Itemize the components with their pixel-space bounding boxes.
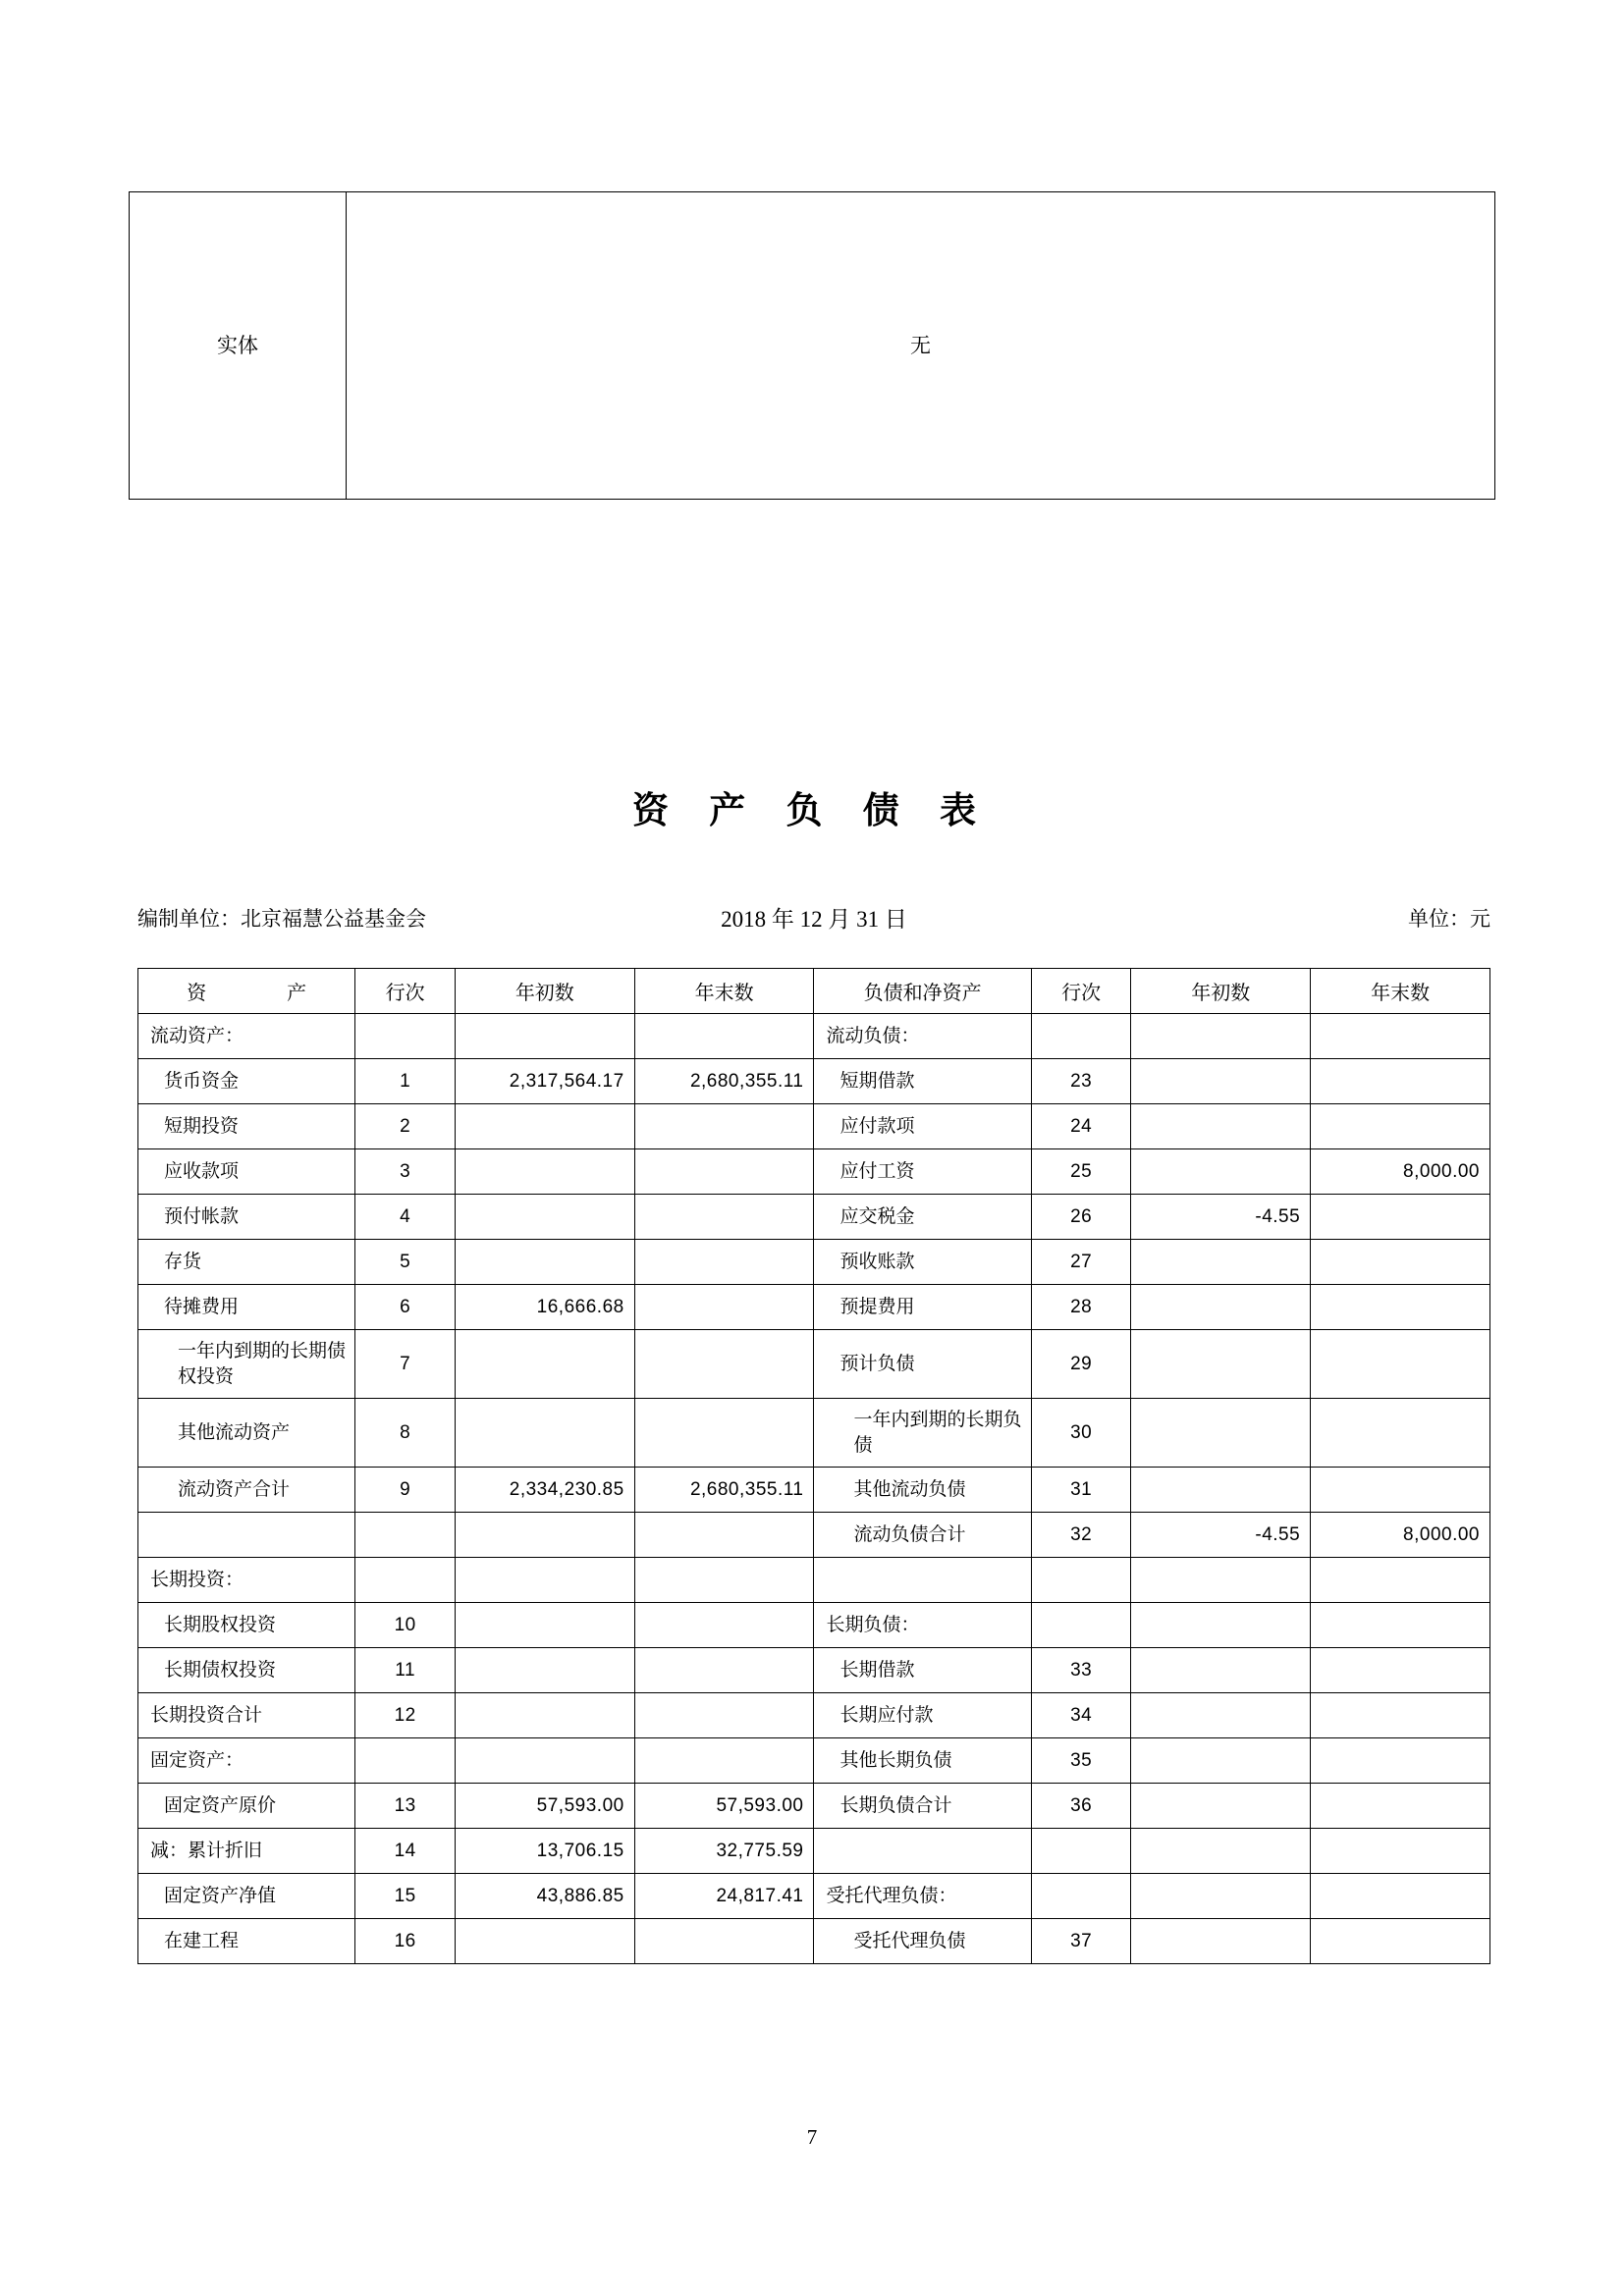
asset-end-amount	[634, 1513, 814, 1558]
liability-label: 应交税金	[814, 1195, 1031, 1240]
asset-begin-amount: 2,317,564.17	[455, 1059, 634, 1104]
asset-label: 流动资产：	[138, 1014, 355, 1059]
liability-end-amount	[1311, 1693, 1490, 1738]
asset-end-amount: 32,775.59	[634, 1829, 814, 1874]
liability-line-no: 35	[1031, 1738, 1131, 1784]
asset-line-no: 4	[355, 1195, 456, 1240]
liability-line-no	[1031, 1014, 1131, 1059]
liability-label: 长期负债：	[814, 1603, 1031, 1648]
liability-end-amount	[1311, 1330, 1490, 1399]
asset-end-amount	[634, 1558, 814, 1603]
currency-unit-label: 单位：元	[1408, 907, 1490, 931]
table-row	[138, 1240, 1490, 1285]
asset-begin-amount	[455, 1104, 634, 1149]
table-header-row	[138, 969, 1490, 1014]
asset-line-no: 12	[355, 1693, 456, 1738]
asset-line-no: 1	[355, 1059, 456, 1104]
asset-line-no: 15	[355, 1874, 456, 1919]
liability-line-no: 37	[1031, 1919, 1131, 1964]
liability-line-no: 34	[1031, 1693, 1131, 1738]
asset-end-amount	[634, 1195, 814, 1240]
asset-label: 在建工程	[138, 1919, 355, 1964]
asset-label: 固定资产：	[138, 1738, 355, 1784]
table-row	[138, 1104, 1490, 1149]
asset-line-no: 13	[355, 1784, 456, 1829]
liability-end-amount	[1311, 1558, 1490, 1603]
header-liability: 负债和净资产	[814, 969, 1031, 1014]
asset-line-no: 9	[355, 1468, 456, 1513]
liability-line-no: 27	[1031, 1240, 1131, 1285]
liability-end-amount	[1311, 1014, 1490, 1059]
liability-begin-amount	[1131, 1874, 1311, 1919]
header-liability-end: 年末数	[1311, 969, 1490, 1014]
table-row	[138, 1513, 1490, 1558]
liability-label: 长期负债合计	[814, 1784, 1031, 1829]
header-asset: 资 产	[138, 969, 355, 1014]
asset-begin-amount: 16,666.68	[455, 1285, 634, 1330]
asset-label: 固定资产原价	[138, 1784, 355, 1829]
asset-begin-amount: 43,886.85	[455, 1874, 634, 1919]
asset-label: 固定资产净值	[138, 1874, 355, 1919]
report-date: 2018 年 12 月 31 日	[721, 907, 907, 932]
asset-end-amount	[634, 1738, 814, 1784]
liability-line-no: 25	[1031, 1149, 1131, 1195]
asset-end-amount	[634, 1399, 814, 1468]
asset-line-no: 2	[355, 1104, 456, 1149]
asset-line-no: 3	[355, 1149, 456, 1195]
table-row	[138, 1919, 1490, 1964]
table-row	[138, 1784, 1490, 1829]
asset-end-amount	[634, 1285, 814, 1330]
liability-end-amount	[1311, 1240, 1490, 1285]
liability-begin-amount	[1131, 1014, 1311, 1059]
header-asset-begin: 年初数	[455, 969, 634, 1014]
liability-line-no	[1031, 1603, 1131, 1648]
liability-begin-amount	[1131, 1399, 1311, 1468]
asset-label: 长期投资：	[138, 1558, 355, 1603]
table-row	[138, 1195, 1490, 1240]
liability-label: 流动负债合计	[814, 1513, 1031, 1558]
liability-line-no: 33	[1031, 1648, 1131, 1693]
asset-line-no	[355, 1513, 456, 1558]
liability-line-no	[1031, 1874, 1131, 1919]
liability-begin-amount: -4.55	[1131, 1513, 1311, 1558]
table-row	[138, 1468, 1490, 1513]
liability-begin-amount	[1131, 1693, 1311, 1738]
page-number: 7	[806, 2125, 818, 2149]
liability-label: 应付款项	[814, 1104, 1031, 1149]
table-row	[130, 192, 1495, 500]
liability-begin-amount	[1131, 1603, 1311, 1648]
liability-label: 长期借款	[814, 1648, 1031, 1693]
asset-begin-amount	[455, 1195, 634, 1240]
liability-line-no: 23	[1031, 1059, 1131, 1104]
liability-end-amount	[1311, 1829, 1490, 1874]
entity-table	[129, 191, 1495, 500]
balance-sheet-table	[137, 968, 1490, 1964]
asset-label: 长期股权投资	[138, 1603, 355, 1648]
page-title: 资 产 负 债 表	[632, 791, 992, 831]
liability-begin-amount	[1131, 1330, 1311, 1399]
asset-label: 存货	[138, 1240, 355, 1285]
asset-line-no: 7	[355, 1330, 456, 1399]
asset-line-no	[355, 1014, 456, 1059]
asset-line-no: 16	[355, 1919, 456, 1964]
liability-label: 受托代理负债：	[814, 1874, 1031, 1919]
table-row	[138, 1648, 1490, 1693]
asset-line-no	[355, 1738, 456, 1784]
liability-begin-amount	[1131, 1285, 1311, 1330]
liability-begin-amount	[1131, 1919, 1311, 1964]
liability-begin-amount	[1131, 1829, 1311, 1874]
asset-end-amount: 2,680,355.11	[634, 1059, 814, 1104]
liability-label: 预收账款	[814, 1240, 1031, 1285]
table-row	[138, 1738, 1490, 1784]
liability-begin-amount	[1131, 1558, 1311, 1603]
asset-end-amount: 24,817.41	[634, 1874, 814, 1919]
liability-end-amount	[1311, 1195, 1490, 1240]
table-row	[138, 1149, 1490, 1195]
liability-end-amount: 8,000.00	[1311, 1513, 1490, 1558]
liability-line-no: 36	[1031, 1784, 1131, 1829]
asset-begin-amount	[455, 1603, 634, 1648]
asset-line-no: 10	[355, 1603, 456, 1648]
table-row	[138, 1558, 1490, 1603]
asset-end-amount	[634, 1240, 814, 1285]
asset-begin-amount	[455, 1014, 634, 1059]
asset-begin-amount: 57,593.00	[455, 1784, 634, 1829]
asset-label: 长期债权投资	[138, 1648, 355, 1693]
asset-end-amount	[634, 1648, 814, 1693]
liability-line-no	[1031, 1829, 1131, 1874]
liability-begin-amount	[1131, 1648, 1311, 1693]
asset-label: 其他流动资产	[138, 1399, 355, 1468]
liability-end-amount	[1311, 1784, 1490, 1829]
liability-label: 其他流动负债	[814, 1468, 1031, 1513]
liability-line-no: 29	[1031, 1330, 1131, 1399]
asset-line-no: 6	[355, 1285, 456, 1330]
liability-end-amount	[1311, 1104, 1490, 1149]
liability-label: 其他长期负债	[814, 1738, 1031, 1784]
asset-line-no: 11	[355, 1648, 456, 1693]
asset-label: 货币资金	[138, 1059, 355, 1104]
asset-line-no	[355, 1558, 456, 1603]
table-row	[138, 1059, 1490, 1104]
report-meta	[137, 903, 1490, 936]
liability-line-no: 24	[1031, 1104, 1131, 1149]
asset-begin-amount	[455, 1693, 634, 1738]
liability-begin-amount	[1131, 1149, 1311, 1195]
table-row	[138, 1285, 1490, 1330]
liability-end-amount	[1311, 1285, 1490, 1330]
asset-label: 预付帐款	[138, 1195, 355, 1240]
liability-label: 预提费用	[814, 1285, 1031, 1330]
liability-line-no	[1031, 1558, 1131, 1603]
liability-label	[814, 1829, 1031, 1874]
entity-value-cell: 无	[347, 192, 1495, 500]
asset-begin-amount	[455, 1648, 634, 1693]
liability-begin-amount	[1131, 1784, 1311, 1829]
liability-begin-amount	[1131, 1240, 1311, 1285]
asset-end-amount: 2,680,355.11	[634, 1468, 814, 1513]
asset-end-amount: 57,593.00	[634, 1784, 814, 1829]
liability-label: 长期应付款	[814, 1693, 1031, 1738]
asset-begin-amount	[455, 1330, 634, 1399]
asset-begin-amount	[455, 1558, 634, 1603]
asset-begin-amount	[455, 1919, 634, 1964]
preparer-label: 编制单位：北京福慧公益基金会	[137, 907, 426, 931]
asset-label	[138, 1513, 355, 1558]
asset-label: 待摊费用	[138, 1285, 355, 1330]
table-row	[138, 1874, 1490, 1919]
liability-end-amount	[1311, 1919, 1490, 1964]
liability-label: 短期借款	[814, 1059, 1031, 1104]
liability-end-amount	[1311, 1738, 1490, 1784]
liability-begin-amount	[1131, 1468, 1311, 1513]
liability-end-amount	[1311, 1399, 1490, 1468]
liability-label: 一年内到期的长期负债	[814, 1399, 1031, 1468]
asset-begin-amount	[455, 1399, 634, 1468]
liability-end-amount: 8,000.00	[1311, 1149, 1490, 1195]
table-row	[138, 1330, 1490, 1399]
liability-line-no: 31	[1031, 1468, 1131, 1513]
table-row	[138, 1603, 1490, 1648]
asset-end-amount	[634, 1149, 814, 1195]
asset-begin-amount: 2,334,230.85	[455, 1468, 634, 1513]
asset-label: 一年内到期的长期债权投资	[138, 1330, 355, 1399]
liability-label: 预计负债	[814, 1330, 1031, 1399]
asset-label: 长期投资合计	[138, 1693, 355, 1738]
asset-label: 流动资产合计	[138, 1468, 355, 1513]
asset-label: 应收款项	[138, 1149, 355, 1195]
table-row	[138, 1399, 1490, 1468]
liability-line-no: 30	[1031, 1399, 1131, 1468]
liability-end-amount	[1311, 1874, 1490, 1919]
liability-label: 应付工资	[814, 1149, 1031, 1195]
liability-begin-amount: -4.55	[1131, 1195, 1311, 1240]
liability-begin-amount	[1131, 1059, 1311, 1104]
asset-label: 减：累计折旧	[138, 1829, 355, 1874]
liability-label: 流动负债：	[814, 1014, 1031, 1059]
entity-label-cell	[130, 192, 347, 500]
asset-line-no: 8	[355, 1399, 456, 1468]
header-asset-line-no: 行次	[355, 969, 456, 1014]
liability-end-amount	[1311, 1059, 1490, 1104]
liability-label: 受托代理负债	[814, 1919, 1031, 1964]
asset-line-no: 14	[355, 1829, 456, 1874]
asset-line-no: 5	[355, 1240, 456, 1285]
liability-end-amount	[1311, 1603, 1490, 1648]
asset-end-amount	[634, 1330, 814, 1399]
liability-line-no: 26	[1031, 1195, 1131, 1240]
asset-end-amount	[634, 1693, 814, 1738]
liability-end-amount	[1311, 1648, 1490, 1693]
liability-line-no: 32	[1031, 1513, 1131, 1558]
liability-label	[814, 1558, 1031, 1603]
asset-end-amount	[634, 1603, 814, 1648]
liability-end-amount	[1311, 1468, 1490, 1513]
asset-end-amount	[634, 1014, 814, 1059]
liability-line-no: 28	[1031, 1285, 1131, 1330]
asset-begin-amount	[455, 1738, 634, 1784]
asset-end-amount	[634, 1919, 814, 1964]
asset-begin-amount	[455, 1240, 634, 1285]
entity-label-text: 实体	[217, 334, 258, 357]
asset-begin-amount	[455, 1513, 634, 1558]
header-liability-line-no: 行次	[1031, 969, 1131, 1014]
liability-begin-amount	[1131, 1104, 1311, 1149]
liability-begin-amount	[1131, 1738, 1311, 1784]
header-liability-begin: 年初数	[1131, 969, 1311, 1014]
header-asset-end: 年末数	[634, 969, 814, 1014]
asset-begin-amount	[455, 1149, 634, 1195]
table-row	[138, 1014, 1490, 1059]
table-row	[138, 1693, 1490, 1738]
asset-begin-amount: 13,706.15	[455, 1829, 634, 1874]
asset-label: 短期投资	[138, 1104, 355, 1149]
table-row	[138, 1829, 1490, 1874]
asset-end-amount	[634, 1104, 814, 1149]
